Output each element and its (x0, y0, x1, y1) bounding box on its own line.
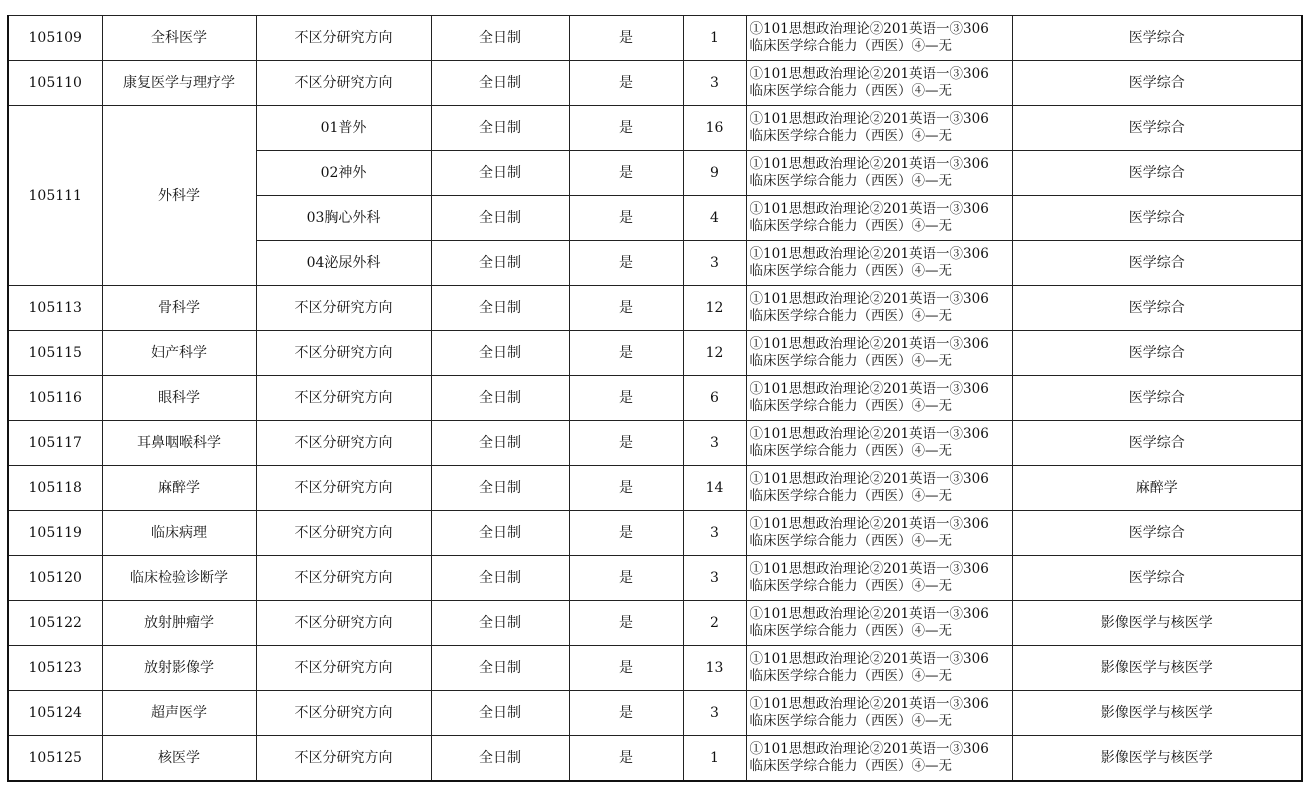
quota-cell: 1 (683, 736, 746, 782)
table-row (8, 646, 1302, 691)
exam-subjects-cell (746, 646, 1012, 691)
exam-line-2: 临床医学综合能力（西医）④—无 (749, 443, 952, 459)
flag-cell: 是 (569, 61, 683, 106)
exam-subjects-cell (746, 151, 1012, 196)
table-row (8, 106, 1302, 151)
study-mode-cell: 全日制 (431, 646, 569, 691)
quota-cell: 12 (683, 286, 746, 331)
exam-subjects-cell (746, 16, 1012, 61)
retest-subject-cell: 医学综合 (1012, 511, 1302, 556)
major-name-cell: 临床检验诊断学 (102, 556, 256, 601)
flag-cell: 是 (569, 16, 683, 61)
exam-subjects-cell (746, 421, 1012, 466)
retest-subject-cell: 医学综合 (1012, 241, 1302, 286)
study-mode-cell: 全日制 (431, 511, 569, 556)
exam-line-1: ①101思想政治理论②201英语一③306 (749, 156, 989, 172)
major-name-cell: 放射肿瘤学 (102, 601, 256, 646)
exam-line-1: ①101思想政治理论②201英语一③306 (749, 381, 989, 397)
table-body (8, 16, 1302, 782)
direction-cell: 不区分研究方向 (256, 421, 431, 466)
quota-cell: 3 (683, 511, 746, 556)
retest-subject-cell: 医学综合 (1012, 61, 1302, 106)
flag-cell: 是 (569, 556, 683, 601)
table-row (8, 601, 1302, 646)
exam-line-2: 临床医学综合能力（西医）④—无 (749, 533, 952, 549)
study-mode-cell: 全日制 (431, 151, 569, 196)
quota-cell: 4 (683, 196, 746, 241)
direction-cell: 不区分研究方向 (256, 331, 431, 376)
table-row (8, 466, 1302, 511)
quota-cell: 3 (683, 691, 746, 736)
study-mode-cell: 全日制 (431, 691, 569, 736)
table-row (8, 61, 1302, 106)
direction-cell: 不区分研究方向 (256, 61, 431, 106)
flag-cell: 是 (569, 466, 683, 511)
exam-line-2: 临床医学综合能力（西医）④—无 (749, 488, 952, 504)
flag-cell: 是 (569, 286, 683, 331)
exam-line-2: 临床医学综合能力（西医）④—无 (749, 83, 952, 99)
quota-cell: 13 (683, 646, 746, 691)
flag-cell: 是 (569, 151, 683, 196)
major-code-cell: 105115 (8, 331, 102, 376)
major-code-cell: 105110 (8, 61, 102, 106)
table-row (8, 556, 1302, 601)
exam-line-2: 临床医学综合能力（西医）④—无 (749, 578, 952, 594)
retest-subject-cell: 医学综合 (1012, 376, 1302, 421)
retest-subject-cell: 医学综合 (1012, 106, 1302, 151)
exam-line-2: 临床医学综合能力（西医）④—无 (749, 308, 952, 324)
exam-subjects-cell (746, 691, 1012, 736)
exam-line-1: ①101思想政治理论②201英语一③306 (749, 561, 989, 577)
exam-line-1: ①101思想政治理论②201英语一③306 (749, 426, 989, 442)
admissions-table (7, 15, 1303, 782)
retest-subject-cell: 影像医学与核医学 (1012, 646, 1302, 691)
exam-subjects-cell (746, 466, 1012, 511)
exam-line-1: ①101思想政治理论②201英语一③306 (749, 66, 989, 82)
flag-cell: 是 (569, 241, 683, 286)
exam-line-2: 临床医学综合能力（西医）④—无 (749, 668, 952, 684)
quota-cell: 3 (683, 421, 746, 466)
flag-cell: 是 (569, 106, 683, 151)
quota-cell: 2 (683, 601, 746, 646)
exam-line-1: ①101思想政治理论②201英语一③306 (749, 696, 989, 712)
study-mode-cell: 全日制 (431, 376, 569, 421)
study-mode-cell: 全日制 (431, 196, 569, 241)
direction-cell: 02神外 (256, 151, 431, 196)
direction-cell: 不区分研究方向 (256, 691, 431, 736)
flag-cell: 是 (569, 331, 683, 376)
exam-line-1: ①101思想政治理论②201英语一③306 (749, 336, 989, 352)
flag-cell: 是 (569, 736, 683, 782)
exam-line-2: 临床医学综合能力（西医）④—无 (749, 353, 952, 369)
major-code-cell: 105116 (8, 376, 102, 421)
exam-line-1: ①101思想政治理论②201英语一③306 (749, 606, 989, 622)
exam-line-2: 临床医学综合能力（西医）④—无 (749, 398, 952, 414)
quota-cell: 14 (683, 466, 746, 511)
direction-cell: 不区分研究方向 (256, 286, 431, 331)
exam-subjects-cell (746, 556, 1012, 601)
exam-subjects-cell (746, 601, 1012, 646)
exam-line-1: ①101思想政治理论②201英语一③306 (749, 471, 989, 487)
exam-line-2: 临床医学综合能力（西医）④—无 (749, 173, 952, 189)
study-mode-cell: 全日制 (431, 286, 569, 331)
major-code-cell: 105125 (8, 736, 102, 782)
exam-line-2: 临床医学综合能力（西医）④—无 (749, 263, 952, 279)
exam-subjects-cell (746, 736, 1012, 782)
major-code-cell: 105122 (8, 601, 102, 646)
quota-cell: 12 (683, 331, 746, 376)
quota-cell: 3 (683, 61, 746, 106)
exam-subjects-cell (746, 286, 1012, 331)
quota-cell: 9 (683, 151, 746, 196)
exam-line-1: ①101思想政治理论②201英语一③306 (749, 21, 989, 37)
exam-subjects-cell (746, 376, 1012, 421)
major-name-cell: 麻醉学 (102, 466, 256, 511)
table-row (8, 691, 1302, 736)
quota-cell: 1 (683, 16, 746, 61)
retest-subject-cell: 医学综合 (1012, 556, 1302, 601)
table-row (8, 511, 1302, 556)
exam-line-1: ①101思想政治理论②201英语一③306 (749, 516, 989, 532)
direction-cell: 不区分研究方向 (256, 16, 431, 61)
exam-line-1: ①101思想政治理论②201英语一③306 (749, 741, 989, 757)
study-mode-cell: 全日制 (431, 106, 569, 151)
major-name-cell: 眼科学 (102, 376, 256, 421)
direction-cell: 不区分研究方向 (256, 511, 431, 556)
exam-line-1: ①101思想政治理论②201英语一③306 (749, 246, 989, 262)
retest-subject-cell: 医学综合 (1012, 286, 1302, 331)
major-name-cell: 骨科学 (102, 286, 256, 331)
retest-subject-cell: 麻醉学 (1012, 466, 1302, 511)
quota-cell: 16 (683, 106, 746, 151)
major-code-cell: 105109 (8, 16, 102, 61)
direction-cell: 01普外 (256, 106, 431, 151)
exam-line-1: ①101思想政治理论②201英语一③306 (749, 201, 989, 217)
exam-line-1: ①101思想政治理论②201英语一③306 (749, 291, 989, 307)
major-code-cell: 105123 (8, 646, 102, 691)
study-mode-cell: 全日制 (431, 241, 569, 286)
exam-subjects-cell (746, 61, 1012, 106)
retest-subject-cell: 医学综合 (1012, 331, 1302, 376)
flag-cell: 是 (569, 511, 683, 556)
direction-cell: 不区分研究方向 (256, 556, 431, 601)
direction-cell: 不区分研究方向 (256, 601, 431, 646)
flag-cell: 是 (569, 691, 683, 736)
exam-line-1: ①101思想政治理论②201英语一③306 (749, 111, 989, 127)
study-mode-cell: 全日制 (431, 736, 569, 782)
major-code-cell: 105111 (8, 106, 102, 286)
exam-line-2: 临床医学综合能力（西医）④—无 (749, 713, 952, 729)
quota-cell: 3 (683, 556, 746, 601)
direction-cell: 不区分研究方向 (256, 376, 431, 421)
exam-line-2: 临床医学综合能力（西医）④—无 (749, 218, 952, 234)
table-row (8, 286, 1302, 331)
retest-subject-cell: 医学综合 (1012, 421, 1302, 466)
exam-subjects-cell (746, 241, 1012, 286)
flag-cell: 是 (569, 421, 683, 466)
major-name-cell: 核医学 (102, 736, 256, 782)
table-row (8, 421, 1302, 466)
major-code-cell: 105118 (8, 466, 102, 511)
study-mode-cell: 全日制 (431, 556, 569, 601)
quota-cell: 3 (683, 241, 746, 286)
study-mode-cell: 全日制 (431, 16, 569, 61)
major-name-cell: 耳鼻咽喉科学 (102, 421, 256, 466)
study-mode-cell: 全日制 (431, 61, 569, 106)
exam-line-1: ①101思想政治理论②201英语一③306 (749, 651, 989, 667)
exam-line-2: 临床医学综合能力（西医）④—无 (749, 38, 952, 54)
major-name-cell: 超声医学 (102, 691, 256, 736)
flag-cell: 是 (569, 376, 683, 421)
major-code-cell: 105117 (8, 421, 102, 466)
major-name-cell: 外科学 (102, 106, 256, 286)
exam-line-2: 临床医学综合能力（西医）④—无 (749, 623, 952, 639)
direction-cell: 不区分研究方向 (256, 466, 431, 511)
flag-cell: 是 (569, 601, 683, 646)
exam-line-2: 临床医学综合能力（西医）④—无 (749, 128, 952, 144)
flag-cell: 是 (569, 646, 683, 691)
major-name-cell: 临床病理 (102, 511, 256, 556)
study-mode-cell: 全日制 (431, 421, 569, 466)
direction-cell: 不区分研究方向 (256, 646, 431, 691)
retest-subject-cell: 医学综合 (1012, 151, 1302, 196)
table-row (8, 331, 1302, 376)
study-mode-cell: 全日制 (431, 331, 569, 376)
direction-cell: 04泌尿外科 (256, 241, 431, 286)
retest-subject-cell: 医学综合 (1012, 16, 1302, 61)
retest-subject-cell: 影像医学与核医学 (1012, 736, 1302, 782)
table-row (8, 16, 1302, 61)
exam-line-2: 临床医学综合能力（西医）④—无 (749, 758, 952, 774)
exam-subjects-cell (746, 106, 1012, 151)
flag-cell: 是 (569, 196, 683, 241)
table-row (8, 736, 1302, 782)
major-name-cell: 放射影像学 (102, 646, 256, 691)
major-code-cell: 105113 (8, 286, 102, 331)
retest-subject-cell: 医学综合 (1012, 196, 1302, 241)
quota-cell: 6 (683, 376, 746, 421)
major-code-cell: 105120 (8, 556, 102, 601)
retest-subject-cell: 影像医学与核医学 (1012, 601, 1302, 646)
major-name-cell: 康复医学与理疗学 (102, 61, 256, 106)
major-code-cell: 105119 (8, 511, 102, 556)
retest-subject-cell: 影像医学与核医学 (1012, 691, 1302, 736)
study-mode-cell: 全日制 (431, 601, 569, 646)
exam-subjects-cell (746, 511, 1012, 556)
study-mode-cell: 全日制 (431, 466, 569, 511)
major-name-cell: 全科医学 (102, 16, 256, 61)
table-row (8, 376, 1302, 421)
direction-cell: 不区分研究方向 (256, 736, 431, 782)
exam-subjects-cell (746, 331, 1012, 376)
major-code-cell: 105124 (8, 691, 102, 736)
exam-subjects-cell (746, 196, 1012, 241)
major-name-cell: 妇产科学 (102, 331, 256, 376)
direction-cell: 03胸心外科 (256, 196, 431, 241)
